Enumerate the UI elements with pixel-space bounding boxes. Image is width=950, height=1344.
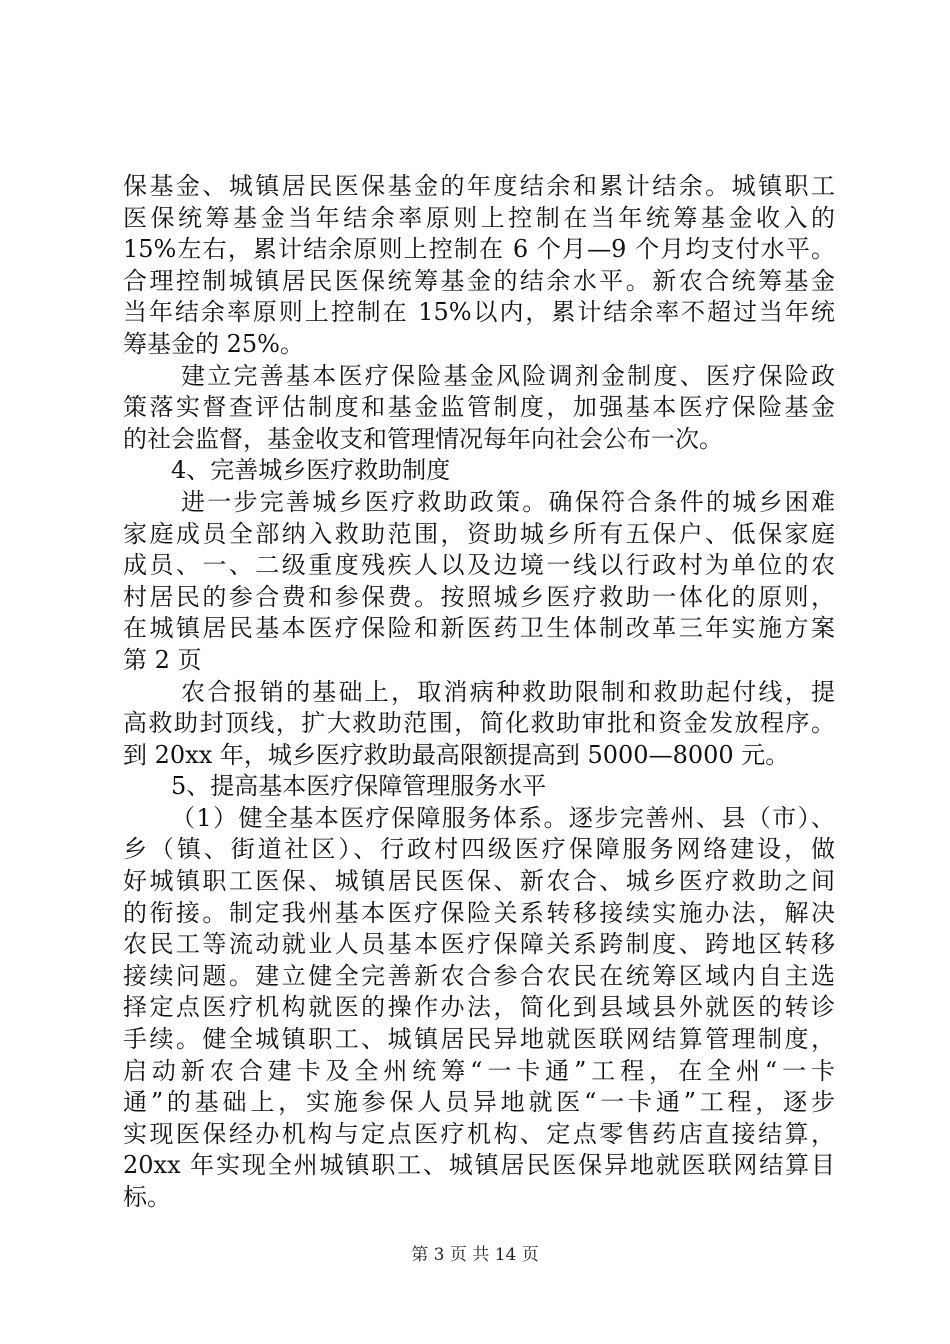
- text-line: 标。: [123, 1183, 171, 1211]
- text-line: 合理控制城镇居民医保统筹基金的结余水平。新农合统筹基金: [123, 266, 835, 295]
- text-line: 15%左右，累计结余原则上控制在 6 个月—9 个月均支付水平。: [123, 235, 835, 264]
- text-line: 成员、一、二级重度残疾人以及边境一线以行政村为单位的农: [123, 551, 835, 580]
- text-line: 高救助封顶线，扩大救助范围，简化救助审批和资金发放程序。: [123, 709, 835, 738]
- text-line: 好城镇职工医保、城镇居民医保、新农合、城乡医疗救助之间: [123, 867, 835, 896]
- text-line: 保基金、城镇居民医保基金的年度结余和累计结余。城镇职工: [123, 172, 835, 200]
- text-line: 接续问题。建立健全完善新农合参合农民在统筹区域内自主选: [123, 961, 835, 990]
- inline-page-marker: 第 2 页: [123, 645, 202, 674]
- text-line: 通”的基础上，实施参保人员异地就医“一卡通”工程，逐步: [123, 1088, 835, 1117]
- document-body: [123, 171, 835, 1214]
- text-line: 到 20xx 年，城乡医疗救助最高限额提高到 5000—8000 元。: [123, 740, 790, 769]
- text-line: 在城镇居民基本医疗保险和新医药卫生体制改革三年实施方案: [123, 614, 835, 643]
- text-line: 20xx 年实现全州城镇职工、城镇居民医保异地就医联网结算目: [123, 1151, 835, 1180]
- section-heading: 5、提高基本医疗保障管理服务水平: [171, 772, 547, 801]
- text-line: 乡（镇、街道社区）、行政村四级医疗保障服务网络建设，做: [123, 835, 835, 864]
- text-line: 启动新农合建卡及全州统筹“一卡通”工程，在全州“一卡: [123, 1056, 835, 1085]
- text-line: 手续。健全城镇职工、城镇居民异地就医联网结算管理制度，: [123, 1025, 835, 1054]
- text-line: 筹基金的 25%。: [123, 329, 304, 358]
- paragraph-first-line: 进一步完善城乡医疗救助政策。确保符合条件的城乡困难: [181, 487, 835, 516]
- text-line: 策落实督查评估制度和基金监管制度，加强基本医疗保险基金: [123, 393, 835, 422]
- text-line: 择定点医疗机构就医的操作办法，简化到县域县外就医的转诊: [123, 993, 835, 1022]
- page-footer: 第 3 页 共 14 页: [411, 1245, 539, 1265]
- text-line: 当年结余率原则上控制在 15%以内，累计结余率不超过当年统: [123, 298, 835, 327]
- paragraph-first-line: 建立完善基本医疗保险基金风险调剂金制度、医疗保险政: [181, 361, 835, 390]
- text-line: 医保统筹基金当年结余率原则上控制在当年统筹基金收入的: [123, 203, 835, 232]
- text-line: 的衔接。制定我州基本医疗保险关系转移接续实施办法，解决: [123, 898, 835, 927]
- paragraph-first-line: 农合报销的基础上，取消病种救助限制和救助起付线，提: [181, 677, 835, 706]
- text-line: 的社会监督，基金收支和管理情况每年向社会公布一次。: [123, 424, 723, 453]
- text-line: 家庭成员全部纳入救助范围，资助城乡所有五保户、低保家庭: [123, 519, 835, 548]
- section-heading: 4、完善城乡医疗救助制度: [171, 456, 451, 485]
- text-line: 实现医保经办机构与定点医疗机构、定点零售药店直接结算，: [123, 1119, 835, 1148]
- text-line: 农民工等流动就业人员基本医疗保障关系跨制度、跨地区转移: [123, 930, 835, 959]
- paragraph-first-line: （1）健全基本医疗保障服务体系。逐步完善州、县（市）、: [171, 803, 835, 832]
- text-line: 村居民的参合费和参保费。按照城乡医疗救助一体化的原则，: [123, 582, 835, 611]
